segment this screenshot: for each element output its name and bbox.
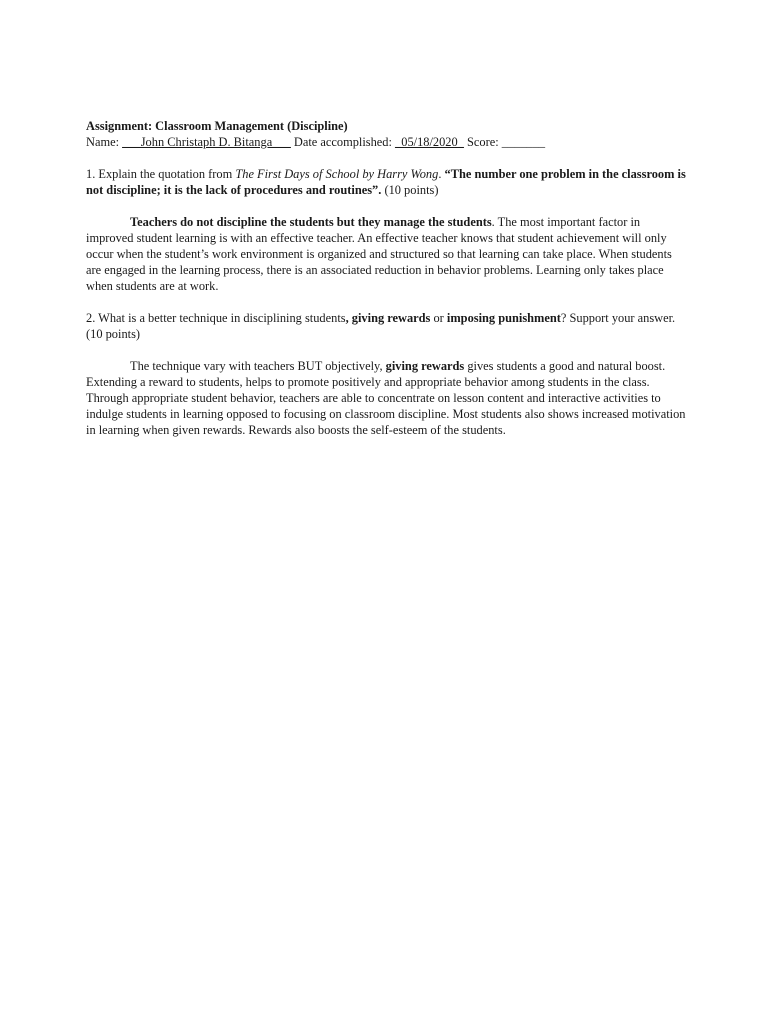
answer-1 [86,214,686,294]
question-2-or: or [430,311,447,325]
answer-2-emphasis: giving rewards [385,359,465,373]
score-label: Score: [463,135,502,149]
option-imposing-punishment: imposing punishment [446,311,561,325]
question-1-separator: . [438,167,445,181]
score-value: _______ [501,135,546,149]
answer-2-text: gives students a good and natural boost. Extending a reward to students, helps to promote positively and appropriate behavior among students in the class. Through appropriate student behavior, teachers are able to concentrate on lesson content and interactive activities to indulge students in learning opposed to focusing on classroom discipline. Most students also shows increased motivation in learning when given rewards. Rewards also boosts the self-esteem of the students. [86,359,686,437]
document-page [86,118,686,438]
answer-2 [86,358,686,438]
assignment-title: Assignment: Classroom Management (Discipline) [86,119,348,133]
question-2 [86,310,686,342]
answer-1-text: . The most important factor in improved student learning is with an effective teacher. An effective teacher knows that student achievement will only occur when the student’s work environment is organized and structured so that learning can take place. When students are engaged in the learning process, there is an associated reduction in behavior problems. Learning only takes place when students are at work. [86,215,672,293]
book-title: The First Days of School by Harry Wong [235,167,439,181]
date-value: _05/18/2020_ [395,135,464,149]
name-line [86,134,686,150]
question-2-prefix: 2. What is a better technique in disciplining students [86,311,346,325]
question-1-prefix: 1. Explain the quotation from [86,167,236,181]
answer-2-prefix: The technique vary with teachers BUT objectively, [130,359,386,373]
question-1-points: (10 points) [381,183,439,197]
name-label: Name: [86,135,123,149]
quotation: “The number one problem in the classroom is not discipline; it is the lack of procedures and routines”. [86,167,686,197]
question-1 [86,166,686,198]
name-value: ___John Christaph D. Bitanga___ [122,135,291,149]
date-label: Date accomplished: [290,135,396,149]
answer-1-lead: Teachers do not discipline the students but they manage the students [130,215,492,229]
option-giving-rewards: , giving rewards [345,311,431,325]
question-2-suffix: ? Support your answer. (10 points) [86,311,676,341]
